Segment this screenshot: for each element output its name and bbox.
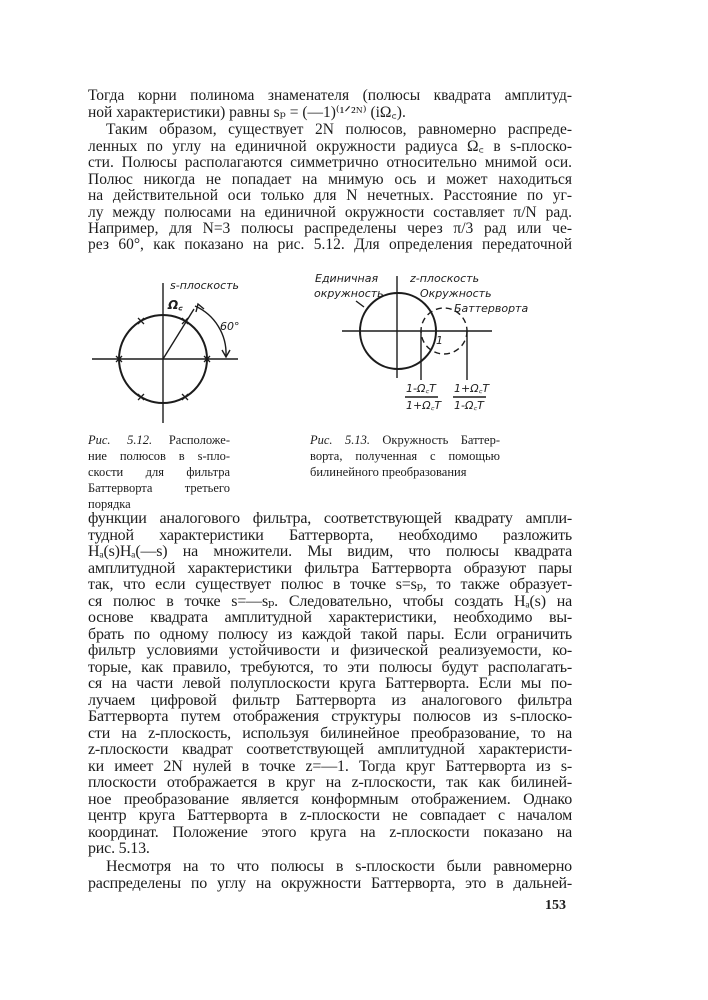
pole-marker-x-icon xyxy=(182,394,188,400)
radius-line xyxy=(163,309,194,359)
caption-text: скости для фильтра xyxy=(88,465,230,479)
pole-markers xyxy=(116,318,210,400)
text-line: рис. 5.13. xyxy=(88,840,150,857)
text-line: Тогда корни полинома знаменателя (полюсы квадрата амплитуд- xyxy=(88,87,572,104)
text-line: Таким образом, существует 2N полюсов, равномерно распреде- xyxy=(106,121,572,138)
text-line: координат. Положение этого круга на z-плоскости показано на xyxy=(88,823,572,841)
caption-text: порядка xyxy=(88,497,131,511)
caption-text: Расположе- xyxy=(168,433,230,447)
caption-text: Окружность Баттер- xyxy=(382,433,500,447)
text-line: плоскости отображается в круг на z-плоскости, так как билиней- xyxy=(88,774,572,791)
pole-marker-x-icon xyxy=(116,356,122,362)
caption-number: Рис. 5.13. xyxy=(310,433,370,447)
arrow-head-icon xyxy=(196,304,204,312)
text-line: так, что если существует полюс в точке s=sₚ, то также образует- xyxy=(88,576,572,593)
text-line: ное преобразование является конформным отображением. Однако xyxy=(88,790,572,808)
text-line: Например, для N=3 полюсы распределены через π/3 рад или че- xyxy=(88,220,572,237)
caption-number: Рис. 5.12. xyxy=(88,433,153,447)
text-line: ленных по углу на единичной окружности радиуса Ω꜀ в s-плоско- xyxy=(88,138,572,155)
text-line: сти на z-плоскость, используя билинейное преобразование, то на xyxy=(88,724,572,742)
figure-5-12-caption xyxy=(88,432,230,512)
text-line: Hₐ(s)Hₐ(—s) на множители. Мы видим, что полюсы квадрата xyxy=(88,543,572,560)
text-line: центр круга Баттерворта в z-плоскости не совпадает с началом xyxy=(88,807,572,824)
text-line: сти. Полюсы располагаются симметрично относительно мнимой оси. xyxy=(88,154,572,171)
caption-text: билинейного преобразования xyxy=(310,465,467,479)
arrow-head-icon xyxy=(222,350,230,357)
text-line: распределены по углу на окружности Баттерворта, это в дальней- xyxy=(88,875,572,892)
text-line: Баттерворта путем отображения структуры полюсов из s-плоско- xyxy=(88,708,572,725)
text-line: фильтр условиями устойчивости и физической реализуемости, ко- xyxy=(88,642,572,659)
text-line: на действительной оси только для N нечетных. Расстояние по уг- xyxy=(88,187,572,204)
pole-marker-x-icon xyxy=(138,318,144,324)
text-line: ной характеристики) равны sₚ = (—1)⁽¹ᐟ²ᴺ⁾ (iΩ꜀). xyxy=(88,104,406,121)
fraction-denominator: 1+Ω꜀T xyxy=(406,399,442,412)
pole-marker-x-icon xyxy=(138,394,144,400)
omega-c-label: Ω꜀ xyxy=(168,298,183,312)
caption-text: Баттерворта третьего xyxy=(88,481,230,495)
text-line: ки имеет 2N нулей в точке z=—1. Тогда круг Баттерворта из s- xyxy=(88,757,572,775)
fraction-numerator: 1-Ω꜀T xyxy=(406,382,436,395)
caption-text: ворта, полученная с помощью xyxy=(310,449,500,463)
text-line: Полюс никогда не попадает на мнимую ось и может находиться xyxy=(88,171,572,188)
text-line: торые, как правило, требуются, то эти полюсы будут располагать- xyxy=(88,658,572,676)
figure-5-13-caption xyxy=(310,432,500,480)
text-line: брать по одному полюсу из каждой такой пары. Если ограничить xyxy=(88,625,572,643)
text-line: тудной характеристики Баттерворта, необходимо разложить xyxy=(88,526,572,544)
unit-circle-label: Единичная xyxy=(315,272,379,285)
pole-marker-x-icon xyxy=(182,318,188,324)
text-line: ся полюс в точке s=—sₚ. Следовательно, чтобы создать Hₐ(s) на xyxy=(88,592,572,610)
text-line: функции аналогового фильтра, соответствующей квадрату ампли- xyxy=(88,510,572,527)
angle-label: 60° xyxy=(220,320,240,333)
fraction-denominator: 1-Ω꜀T xyxy=(454,399,484,412)
butterworth-circle xyxy=(119,315,207,403)
s-plane-label: s-плоскость xyxy=(170,279,240,292)
fraction-numerator: 1+Ω꜀T xyxy=(454,382,490,395)
text-line: лучаем цифровой фильтр Баттерворта из аналогового фильтра xyxy=(88,691,572,709)
text-line: Несмотря на то что полюсы в s-плоскости были равномерно xyxy=(106,858,572,875)
text-line: z-плоскости квадрат соответствующей амплитудной характеристи- xyxy=(88,741,572,758)
z-plane-label: z-плоскость xyxy=(410,272,480,285)
text-line: ся на части левой полуплоскости круга Баттерворта. Если мы по- xyxy=(88,675,572,692)
pole-marker-x-icon xyxy=(204,356,210,362)
text-line: лу между полюсами на единичной окружности составляет π/N рад. xyxy=(88,204,572,221)
text-line: основе квадрата амплитудной характеристики, необходимо вы- xyxy=(88,609,572,626)
caption-text: ние полюсов в s-пло- xyxy=(88,449,230,463)
butterworth-circle-label: Баттерворта xyxy=(454,302,529,315)
unit-circle-label: окружность xyxy=(314,287,384,300)
butterworth-circle-label: Окружность xyxy=(420,287,492,300)
text-line: амплитудной характеристики фильтра Баттерворта образуют пары xyxy=(88,559,572,577)
one-label: 1 xyxy=(436,334,443,347)
text-line: рез 60°, как показано на рис. 5.12. Для определения передаточной xyxy=(88,236,572,253)
page-number: 153 xyxy=(545,898,566,913)
unit-circle xyxy=(360,293,436,369)
leader-line xyxy=(356,301,364,307)
